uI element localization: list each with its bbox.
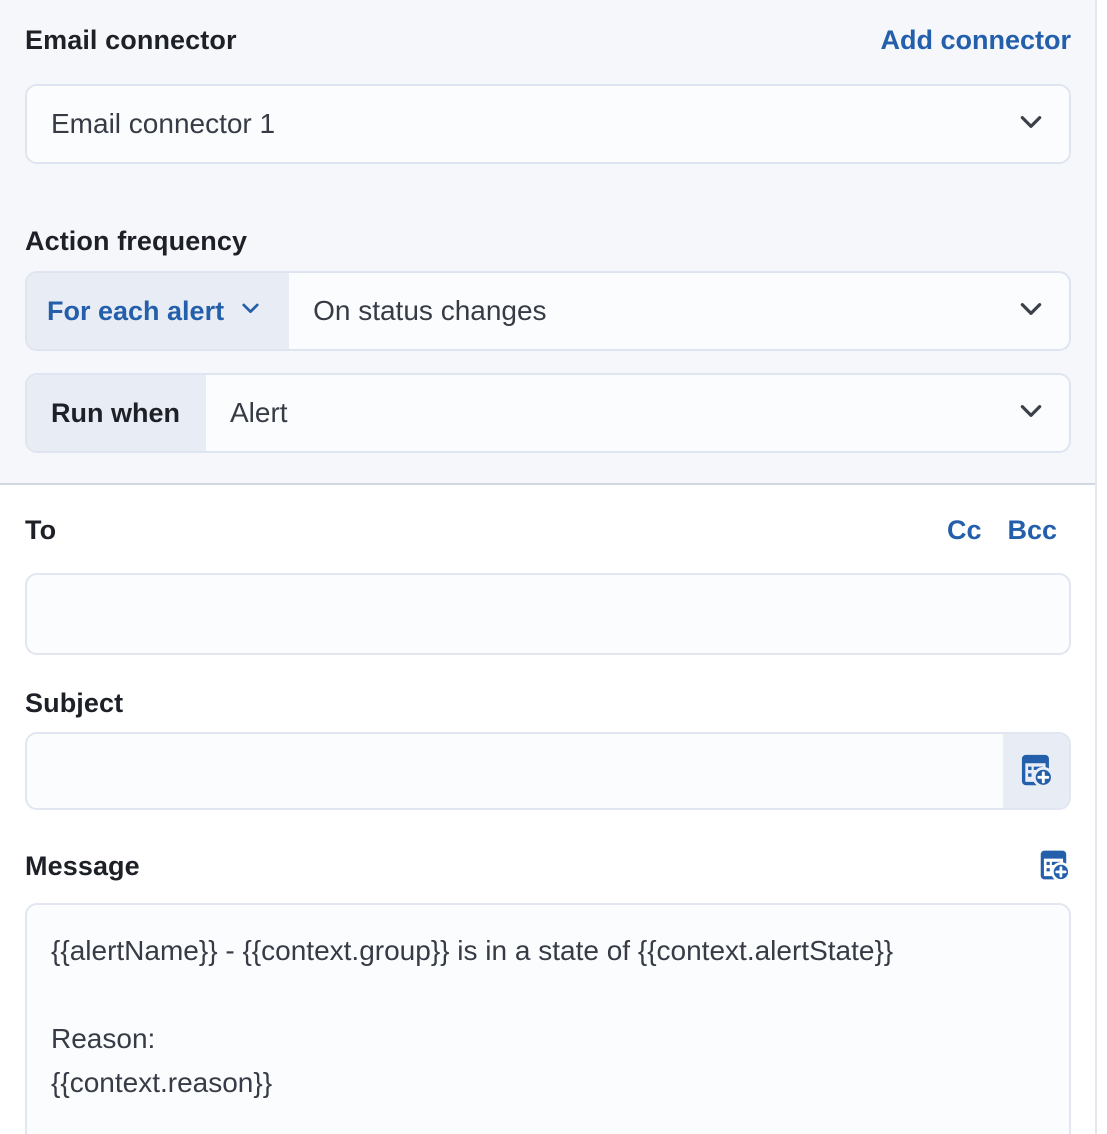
spacer [25,546,1071,573]
action-frequency-label: Action frequency [25,226,248,256]
add-variable-icon [1018,752,1054,791]
action-frequency-control [25,271,1071,351]
cc-bcc-links [947,515,1057,546]
connector-select[interactable] [25,84,1071,164]
spacer [25,655,1071,688]
run-when-label-text: Run when [51,397,180,428]
run-when-select[interactable] [206,375,1069,451]
message-label: Message [25,851,140,881]
connector-section [0,0,1095,485]
add-variable-button[interactable] [1003,734,1069,808]
chevron-down-icon [1015,105,1047,144]
notify-when-select[interactable] [289,273,1069,349]
message-header-row [25,848,1071,885]
cc-link[interactable]: Cc [946,515,982,545]
email-connector-label: Email connector [25,25,237,55]
bcc-link[interactable]: Bcc [1007,515,1057,545]
subject-field-group [25,732,1071,810]
run-when-control [25,373,1071,453]
add-message-variable-button[interactable] [1037,848,1071,885]
chevron-down-icon [238,295,263,327]
spacer [25,164,1071,226]
connector-header-row [25,25,1071,56]
to-input[interactable] [25,573,1071,655]
summary-selector-label: For each alert [47,295,225,326]
notify-when-value: On status changes [313,295,547,326]
connector-select-value: Email connector 1 [51,108,276,139]
email-fields-section [0,485,1095,1134]
to-label: To [25,515,57,545]
subject-input[interactable] [27,734,1003,808]
subject-label: Subject [25,688,124,718]
chevron-down-icon [1015,292,1047,331]
to-header-row [25,515,1071,546]
run-when-label [27,375,206,451]
chevron-down-icon [1015,394,1047,433]
summary-selector-button[interactable] [27,273,289,349]
add-variable-icon [1037,848,1071,885]
connector-select-main [27,86,1069,162]
add-connector-link[interactable]: Add connector [880,25,1071,55]
message-textarea[interactable] [25,903,1071,1134]
run-when-value: Alert [230,397,288,428]
